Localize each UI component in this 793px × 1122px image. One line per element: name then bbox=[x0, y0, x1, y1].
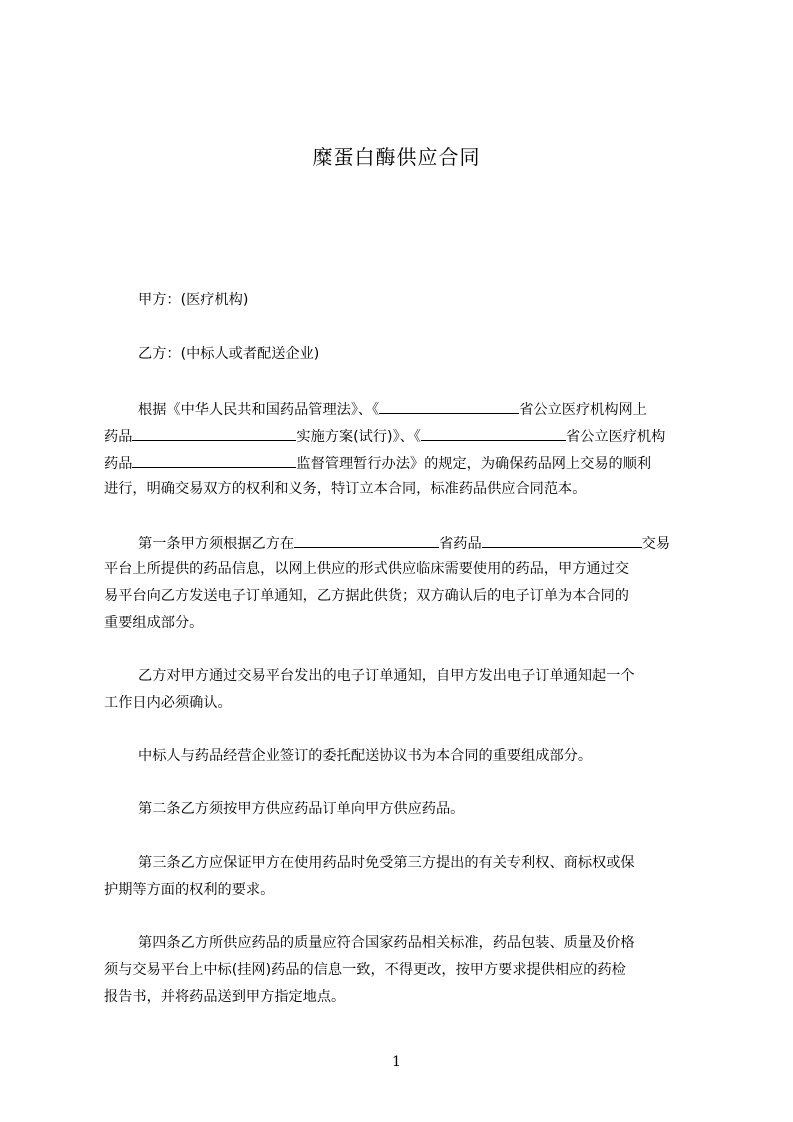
party-a-line: 甲方：(医疗机构) bbox=[138, 292, 249, 308]
article1-text: 第一条甲方须根据乙方在 bbox=[138, 536, 295, 552]
page-number: 1 bbox=[392, 1054, 401, 1070]
article3-line-1: 第三条乙方应保证甲方在使用药品时免受第三方提出的有关专利权、商标权或保 bbox=[138, 855, 635, 871]
article1-text: 交易 bbox=[641, 536, 671, 552]
article1-text: 省药品 bbox=[439, 536, 482, 552]
article3-line-2: 护期等方面的权利的要求。 bbox=[104, 882, 275, 898]
delegation-line: 中标人与药品经营企业签订的委托配送协议书为本合同的重要组成部分。 bbox=[138, 748, 593, 764]
confirm-line-2: 工作日内必须确认。 bbox=[104, 695, 232, 711]
confirm-line-1: 乙方对甲方通过交易平台发出的电子订单通知，自甲方发出电子订单通知起一个 bbox=[138, 668, 635, 684]
preamble-line-3 bbox=[104, 452, 704, 474]
article1-line-3: 易平台向乙方发送电子订单通知，乙方据此供货；双方确认后的电子订单为本合同的 bbox=[104, 588, 629, 604]
article1-line-1 bbox=[138, 532, 704, 554]
article4-line-3: 报告书，并将药品送到甲方指定地点。 bbox=[104, 989, 346, 1005]
preamble-text: 药品 bbox=[104, 429, 133, 445]
preamble-text: 药品 bbox=[104, 456, 133, 472]
fill-blank bbox=[132, 425, 296, 441]
article4-line-1: 第四条乙方所供应药品的质量应符合国家药品相关标准，药品包装、质量及价格 bbox=[138, 935, 635, 951]
fill-blank bbox=[379, 398, 519, 414]
page-title: 糜蛋白酶供应合同 bbox=[312, 145, 481, 169]
article2-line: 第二条乙方须按甲方供应药品订单向甲方供应药品。 bbox=[138, 801, 465, 817]
fill-blank bbox=[482, 532, 642, 548]
preamble-text: 省公立医疗机构网上 bbox=[519, 402, 647, 418]
article1-line-4: 重要组成部分。 bbox=[104, 615, 204, 631]
article4-line-2: 须与交易平台上中标(挂网)药品的信息一致，不得更改，按甲方要求提供相应的药检 bbox=[104, 962, 626, 978]
party-b-line: 乙方：(中标人或者配送企业) bbox=[138, 346, 320, 362]
preamble-text: 根据《中华人民共和国药品管理法》、《 bbox=[138, 402, 380, 418]
preamble-text: 实施方案(试行)》、《 bbox=[296, 429, 421, 445]
preamble-text: 省公立医疗机构 bbox=[565, 429, 666, 445]
preamble-line-2 bbox=[104, 425, 704, 447]
fill-blank bbox=[294, 532, 439, 548]
article1-line-2: 平台上所提供的药品信息，以网上供应的形式供应临床需要使用的药品，甲方通过交 bbox=[104, 561, 629, 577]
fill-blank bbox=[132, 452, 296, 468]
preamble-text: 监督管理暂行办法》的规定，为确保药品网上交易的顺利 bbox=[296, 456, 652, 472]
preamble-line-4: 进行，明确交易双方的权利和义务，特订立本合同，标准药品供应合同范本。 bbox=[104, 481, 587, 497]
preamble-line-1 bbox=[138, 398, 704, 420]
fill-blank bbox=[421, 425, 566, 441]
